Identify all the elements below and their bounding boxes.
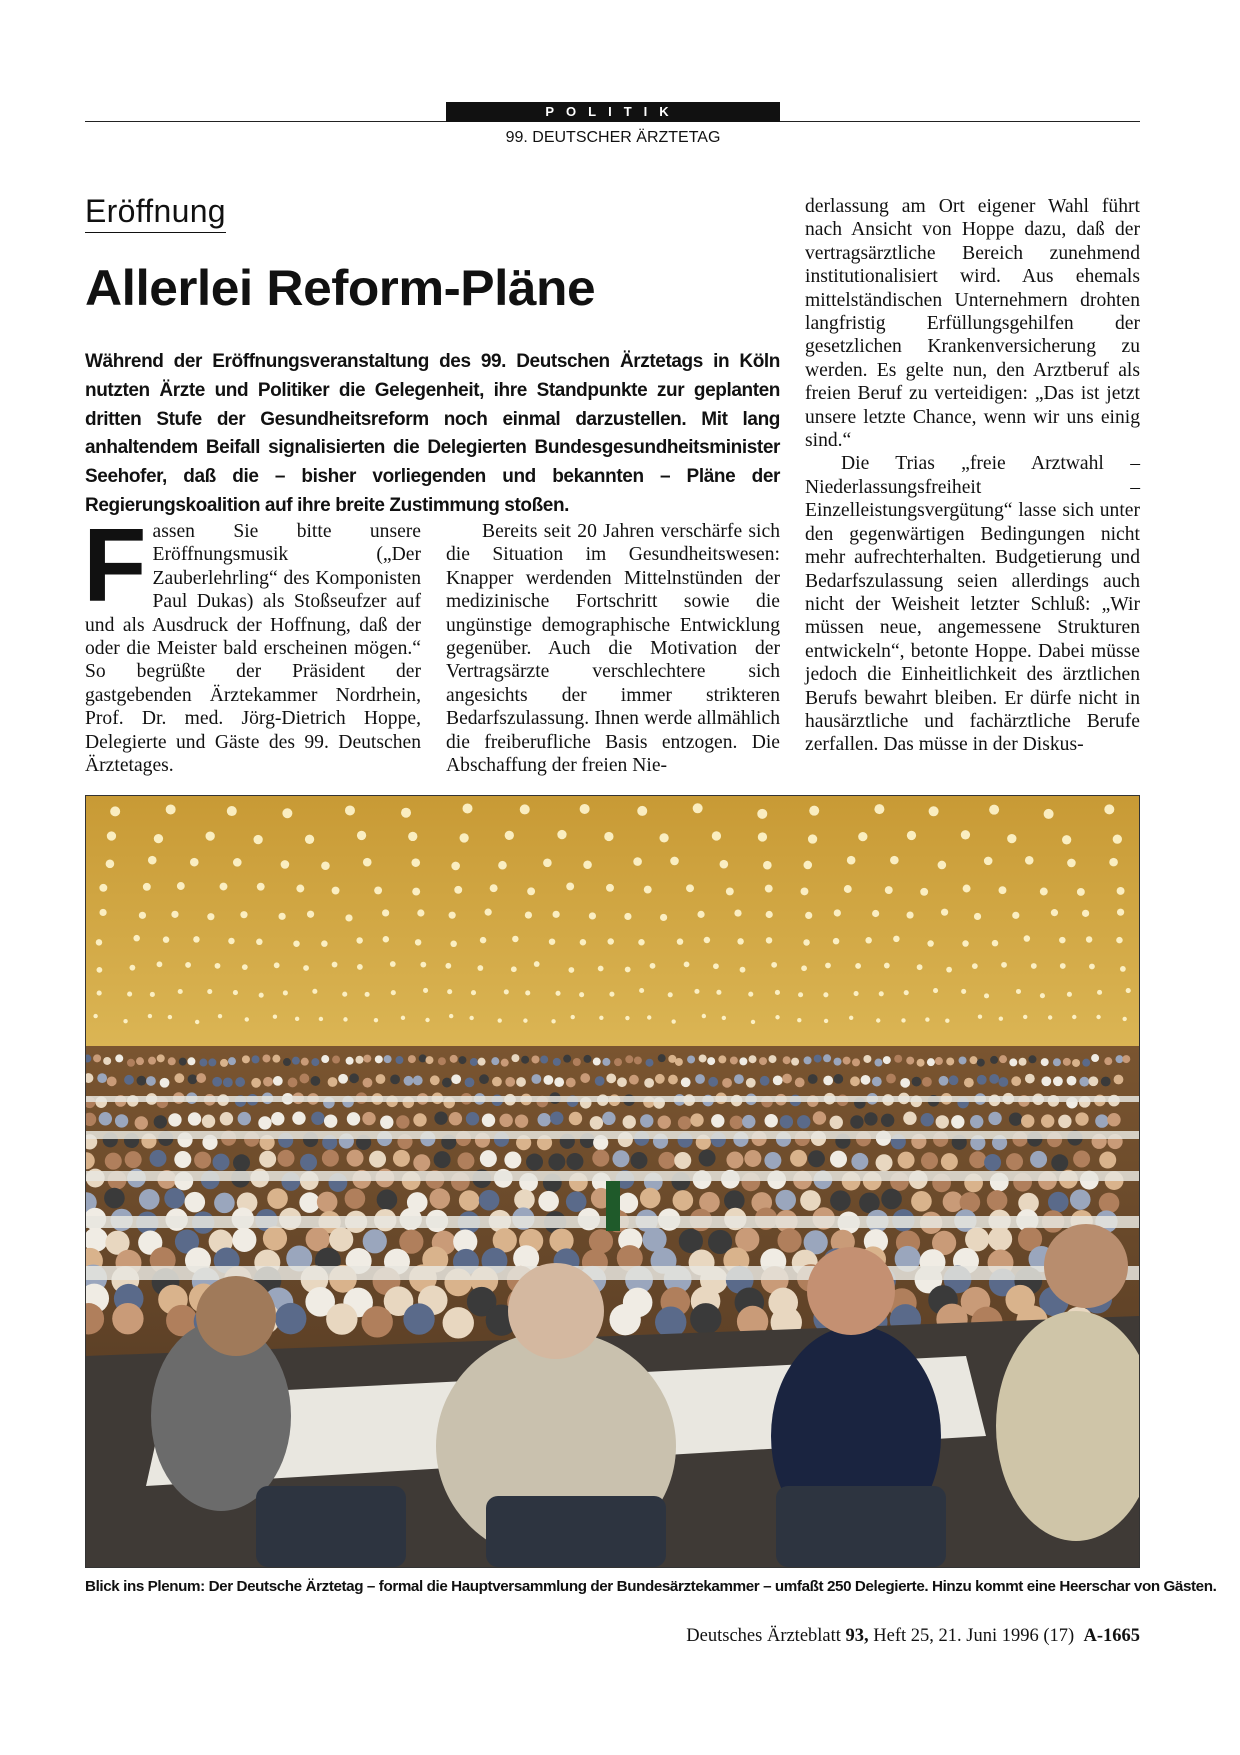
- page-number: A-1665: [1083, 1626, 1140, 1646]
- article-column-2: [446, 520, 780, 777]
- journal-volume: 93,: [845, 1626, 869, 1646]
- column-3-paragraph-1: derlassung am Ort eigener Wahl führt nach Ansicht von Hoppe dazu, daß der vertragsärztliche Bereich zunehmend institutionalisiert wird. Aus ehemals mittelständischen Unternehmern drohten langfristig Erfüllungsgehilfen der gesetzlichen Krankenversicherung zu werden. Es gelte nun, den Arztberuf als freien Beruf zu verteidigen: „Das ist jetzt unsere letzte Chance, wenn wir uns einig sind.“: [805, 196, 1140, 452]
- column-3-paragraph-2: Die Trias „freie Arztwahl – Niederlassungsfreiheit – Einzelleistungsvergütung“ lasse sich unter den gegenwärtigen Bedingungen nicht mehr aufrechterhalten. Budgetierung und Bedarfszulassung seien allerdings auch nicht der Weisheit letzter Schluß: „Wir müssen neue, angemessene Strukturen entwickeln“, betonte Hoppe. Dabei müsse jedoch die Einheitlichkeit des ärztlichen Berufs bewahrt bleiben. Er dürfe nicht in hausärztliche und fachärztliche Berufe zerfallen. Das müsse in der Diskus-: [805, 453, 1140, 756]
- journal-issue: Heft 25, 21. Juni 1996 (17): [873, 1626, 1075, 1646]
- section-label: POLITIK: [446, 102, 780, 122]
- photo-caption: Blick ins Plenum: Der Deutsche Ärztetag – formal die Hauptversammlung der Bundesärztekammer – umfaßt 250 Delegierte. Hinzu kommt eine Heerschar von Gästen.: [85, 1578, 1217, 1595]
- article-headline: Allerlei Reform-Pläne: [85, 260, 596, 316]
- article-kicker: Eröffnung: [85, 192, 226, 233]
- column-1-text: assen Sie bitte unsere Eröffnungsmusik („Der Zauberlehrling“ des Komponisten Paul Dukas) als Stoßseufzer auf und als Ausdruck der Hoffnung, daß der oder die Meister bald erscheinen mögen.“ So begrüßte der Präsident der gastgebenden Ärztekammer Nordrhein, Prof. Dr. med. Jörg-Dietrich Hoppe, Delegierte und Gäste des 99. Deutschen Ärztetages.: [85, 521, 421, 777]
- section-subtitle: 99. DEUTSCHER ÄRZTETAG: [505, 129, 721, 146]
- page-footer: [686, 1625, 1140, 1647]
- article-column-1: [83, 508, 421, 777]
- column-2-text: Bereits seit 20 Jahren verschärfe sich die Situation im Gesundheitswesen: Knapper werdenden Mittelnstünden der medizinische Fortschritt sowie die ungünstige demographische Entwicklung gegenüber. Auch die Motivation der Vertragsärzte verschlechtere sich angesichts der immer strikteren Bedarfszulassung. Ihnen werde allmählich die freiberufliche Basis entzogen. Die Abschaffung der freien Nie-: [446, 521, 780, 777]
- drop-cap: F: [83, 508, 147, 624]
- plenary-hall-photo: [85, 795, 1140, 1568]
- article-lead: Während der Eröffnungsveranstaltung des 99. Deutschen Ärztetags in Köln nutzten Ärzte und Politiker die Gelegenheit, ihre Standpunkte zur geplanten dritten Stufe der Gesundheitsreform noch einmal darzustellen. Mit lang anhaltendem Beifall signalisierten die Delegierten Bundesgesundheitsminister Seehofer, daß die – bisher vorliegenden und bekannten – Pläne der Regierungskoalition auf ihre breite Zustimmung stoßen.: [85, 351, 780, 516]
- journal-name: Deutsches Ärzteblatt: [686, 1626, 841, 1646]
- article-column-3: [805, 195, 1140, 757]
